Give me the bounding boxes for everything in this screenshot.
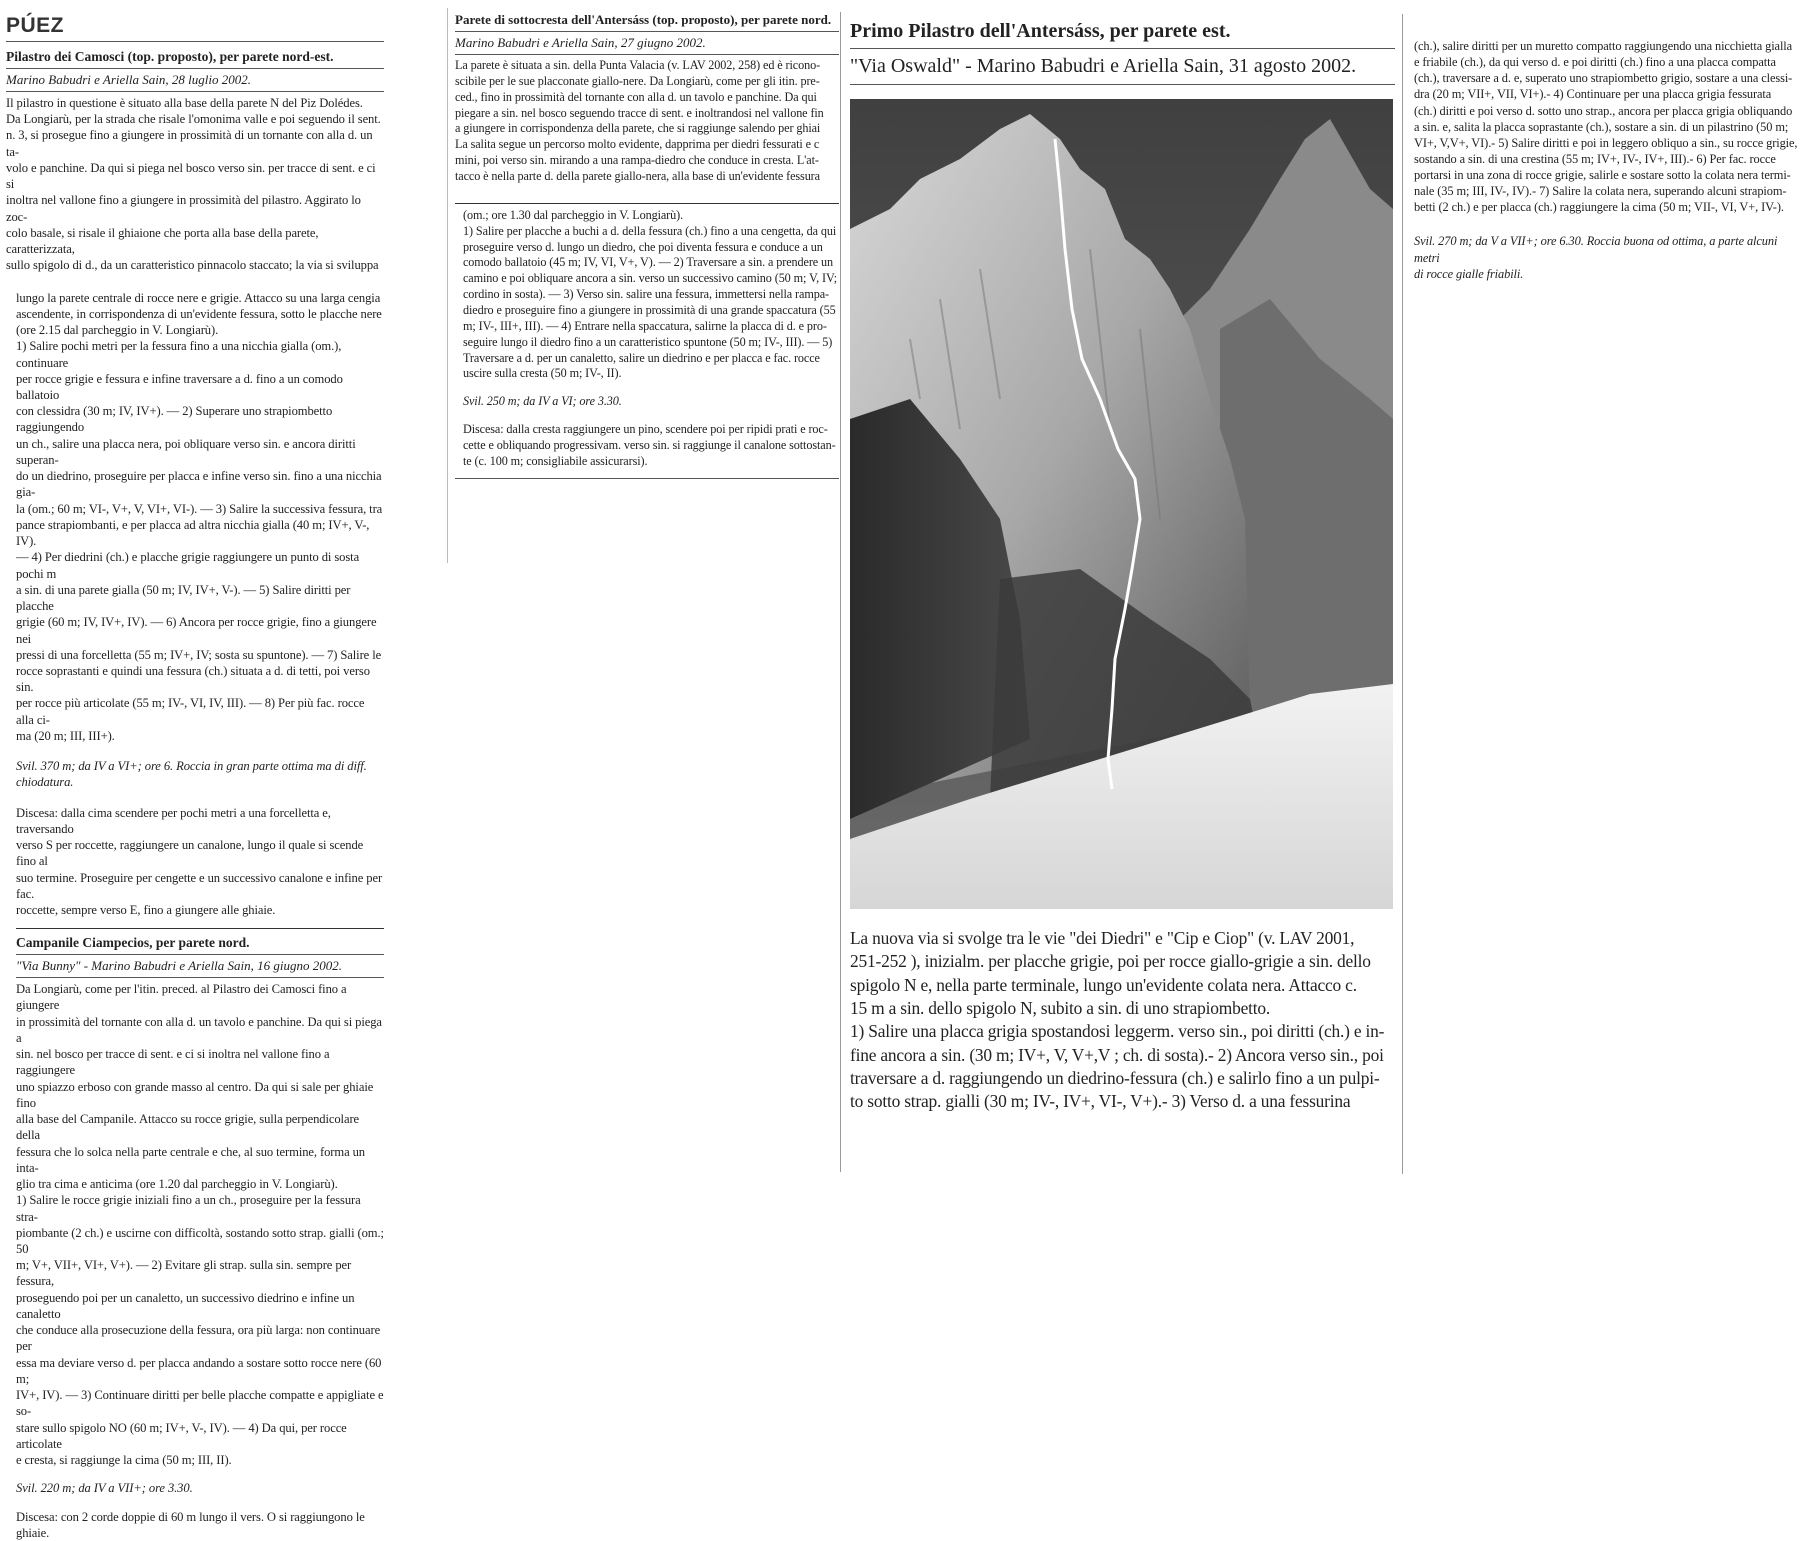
title-rule	[6, 68, 384, 69]
section-rule	[6, 41, 384, 42]
route-description-4: La nuova via si svolge tra le vie "dei Diedri" e "Cip e Ciop" (v. LAV 2001, 251-252 ), inizialm. per placche grigie, poi per rocce giallo-grigie a sin. dello spigolo N e, nella parte terminale, lungo un'evidente colata nera. Attacco c. 15 m a sin. dello spigolo N, subito a sin. di uno strapiombetto. 1) Salire una placca grigia spostandosi leggerm. verso sin., poi diritti (ch.) e in- fine ancora a sin. (30 m; IV+, V, V+,V ; ch. di sosta).- 2) Ancora verso sin., poi traversare a d. raggiungendo un diedrino-fessura (ch.) e salirlo fino a un pulpi- to sotto strap. gialli (30 m; IV-, IV+, VI-, V+).- 3) Verso d. a una fessurina	[850, 928, 1385, 1112]
column-3	[850, 20, 1395, 1190]
route-stats-4: Svil. 270 m; da V a VII+; ore 6.30. Roccia buona od ottima, a parte alcuni metri di rocce gialle friabili.	[1414, 234, 1778, 281]
route-description-3: (om.; ore 1.30 dal parcheggio in V. Longiarù). 1) Salire per placche a buchi a d. della fessura (ch.) fino a una cengetta, da qui proseguire verso d. lungo un diedro, che poi diventa fessura e conduce a un comodo ballatoio (45 m; IV, VI, V+, V). — 2) Traversare a sin. a prendere un camino e poi obliquare ancora a sin. verso un successivo camino (50 m; V, IV; cordino in sosta). — 3) Verso sin. salire una fessura, immettersi nella rampa- diedro e proseguire fino a giungere in prossimità di una grande spaccatura (55 m; IV-, III+, III). — 4) Entrare nella spaccatura, salirne la placca di d. e pro- seguire lungo il diedro fino a un caratteristico spuntone (50 m; IV-, III). — 5) Traversare a d. per un canaletto, salire un diedrino e per placca e fac. rocce uscire sulla cresta (50 m; IV-, II).	[463, 207, 838, 381]
column-divider-2	[840, 12, 841, 1172]
route-title-3: Parete di sottocresta dell'Antersáss (top. proposto), per parete nord.	[455, 12, 832, 27]
route-credit-1: Marino Babudri e Ariella Sain, 28 luglio 2002.	[6, 72, 251, 87]
column-1	[6, 14, 384, 1540]
route-descent-3: Discesa: dalla cresta raggiungere un pino, scendere poi per ripidi prati e roc- cette e obliquando progressivam. verso sin. si raggiunge il canalone sottostan- te (c. 100 m; consigliabile assicurarsi).	[463, 422, 836, 468]
column-2	[455, 12, 839, 572]
route-stats-3: Svil. 250 m; da IV a VI; ore 3.30.	[463, 394, 622, 409]
route-title-2-rule	[16, 928, 384, 929]
column-divider-3	[1402, 14, 1403, 1174]
title-4-rule	[850, 48, 1395, 49]
route-title-2: Campanile Ciampecios, per parete nord.	[16, 935, 250, 951]
route-stats-2: Svil. 220 m; da IV a VII+; ore 3.30.	[16, 1481, 193, 1496]
mountain-photo	[850, 99, 1393, 909]
title-2-rule	[16, 954, 384, 955]
route-intro-3: La parete è situata a sin. della Punta Valacia (v. LAV 2002, 258) ed è ricono- scibile per le sue placconate giallo-nere. Da Longiarù, come per gli itin. pre- ced., fino in prossimità del tornante con alla d. un tavolo e panchine. Da qui piegare a sin. nel bosco seguendo tracce di sent. e inoltrandosi nel vallone fin a giungere in corrispondenza della parete, che si raggiunge salendo per ghiai La salita segue un percorso molto evidente, dapprima per diedri fessurati e c mini, poi verso sin. mirando a una rampa-diedro che conduce in cresta. L'at- tacco è nella parte d. della parete giallo-nera, alla base di un'evidente fessura	[455, 58, 824, 184]
route-title-4: Primo Pilastro dell'Antersáss, per parete est.	[850, 20, 1231, 42]
box-top-rule	[455, 203, 839, 204]
route-description-2: Da Longiarù, come per l'itin. preced. al Pilastro dei Camosci fino a giungere in prossimità del tornante con alla d. un tavolo e panchine. Da qui si piega a sin. nel bosco per tracce di sent. e ci si inoltra nel vallone fino a raggiungere uno spiazzo erboso con grande masso al centro. Da qui si sale per ghiaie fino alla base del Campanile. Attacco su rocce grigie, sulla perpendicolare della fessura che lo solca nella parte centrale e che, al suo termine, forma un inta- glio tra cima e anticima (ore 1.20 dal parcheggio in V. Longiarù). 1) Salire le rocce grigie iniziali fino a un ch., proseguire per la fessura stra- piombante (2 ch.) e uscirne con difficoltà, sostando sotto strap. gialli (om.; 50 m; V+, VII+, VI+, V+). — 2) Evitare gli strap. sulla sin. sempre per fessura, proseguendo poi per un canaletto, un successivo diedrino e infine un canaletto che conduce alla prosecuzione della fessura, ora più larga: non continuare per essa ma deviare verso d. per placca andando a sostare sotto rocce nere (60 m; IV+, IV). — 3) Continuare diritti per belle placche compatte e appigliate e so- stare sullo spigolo NO (60 m; IV+, V-, IV). — 4) Da qui, per rocce articolate e cresta, si raggiunge la cima (50 m; III, II).	[16, 982, 384, 1468]
route-intro-1: Il pilastro in questione è situato alla base della parete N del Piz Dolédes. Da Longiarù, per la strada che risale l'omonima valle e poi seguendo il sent. n. 3, si prosegue fino a giungere in prossimità di un tornante con alla d. un ta- volo e panchine. Da qui si piega nel bosco verso sin. per tracce di sent. e ci si inoltra nel vallone fino a giungere in prossimità del pilastro. Aggirato lo zoc- colo basale, si risale il ghiaione che porta alla base della parete, caratterizzata, sullo spigolo di d., da un caratteristico pinnacolo staccato; la via si sviluppa	[6, 96, 381, 273]
route-credit-4: "Via Oswald" - Marino Babudri e Ariella Sain, 31 agosto 2002.	[850, 55, 1357, 77]
route-title-1: Pilastro dei Camosci (top. proposto), per parete nord-est.	[6, 49, 334, 64]
route-descent-1: Discesa: dalla cima scendere per pochi metri a una forcelletta e, traversando verso S per roccette, raggiungere un canalone, lungo il quale si scende fino al suo termine. Proseguire per cengette e un successivo canalone e infine per fac. roccette, sempre verso E, fino a giungere alle ghiaie.	[16, 805, 383, 918]
route-descent-2: Discesa: con 2 corde doppie di 60 m lungo il vers. O si raggiungono le ghiaie.	[16, 1509, 365, 1540]
route-description-1: lungo la parete centrale di rocce nere e grigie. Attacco su una larga cengia ascendente, in corrispondenza di un'evidente fessura, sotto le placche nere (ore 2.15 dal parcheggio in V. Longiarù). 1) Salire pochi metri per la fessura fino a una nicchia gialla (om.), continuare per rocce grigie e fessura e infine traversare a d. fino a un comodo ballatoio con clessidra (30 m; IV, IV+). — 2) Superare uno strapiombetto raggiungendo un ch., salire una placca nera, poi obliquare verso sin. e ancora diritti superan- do un diedrino, proseguire per placca e infine verso sin. fino a una nicchia gia- la (om.; 60 m; VI-, V+, V, VI+, VI-). — 3) Salire la successiva fessura, tra pance strapiombanti, e per placca ad altra nicchia gialla (40 m; IV+, V-, IV). — 4) Per diedrini (ch.) e placche grigie raggiungere un punto di sosta pochi m a sin. di una parete gialla (50 m; IV, IV+, V-). — 5) Salire diritti per placche grigie (60 m; IV, IV+, IV). — 6) Ancora per rocce grigie, fino a giungere nei pressi di una forcelletta (55 m; IV+, IV; sosta su spuntone). — 7) Salire le rocce soprastanti e quindi una fessura (ch.) situata a d. di tetti, poi verso sin. per rocce più articolate (55 m; IV-, VI, IV, III). — 8) Per più fac. rocce alla ci- ma (20 m; III, III+).	[16, 290, 383, 743]
credit-4-rule	[850, 84, 1395, 85]
route-description-4-cont: (ch.), salire diritti per un muretto compatto raggiungendo una nicchietta gialla e friabile (ch.), da qui verso d. e poi diritti (ch.) fino a una placca compatta (ch.), traversare a d. e, superato uno strapiombetto grigio, sostare a una clessi- dra (20 m; VII+, VII, VI+).- 4) Continuare per una placca grigia fessurata (ch.) diritti e poi verso d. sotto uno strap., ancora per placca grigia obliquando a sin. e, salita la placca soprastante (ch.), sostare a sin. di un pilastrino (50 m; VI+, V,V+, VI).- 5) Salire diritti e poi in leggero obliquo a sin., su rocce grigie, sostando a sin. di una crestina (55 m; IV+, IV-, IV+, III).- 6) Per fac. rocce portarsi in una zona di rocce grigie, salirle e sostare sotto la colata nera termi- nale (35 m; III, IV-, IV).- 7) Salire la colata nera, superando alcuni strapiom- betti (2 ch.) e per placca (ch.) raggiungere la cima (50 m; VII-, VI, V+, IV-).	[1414, 39, 1798, 215]
credit-rule	[6, 91, 384, 92]
title-3-rule	[455, 31, 839, 32]
section-title: PÚEZ	[6, 14, 65, 37]
route-credit-3: Marino Babudri e Ariella Sain, 27 giugno 2002.	[455, 35, 706, 50]
credit-2-rule	[16, 977, 384, 978]
column-4	[1414, 38, 1800, 398]
column-divider-1	[447, 8, 448, 563]
credit-3-rule	[455, 54, 839, 55]
route-credit-2: "Via Bunny" - Marino Babudri e Ariella Sain, 16 giugno 2002.	[16, 958, 343, 974]
box-bottom-rule	[455, 478, 839, 479]
route-stats-1: Svil. 370 m; da IV a VI+; ore 6. Roccia in gran parte ottima ma di diff. chiodatura.	[16, 759, 367, 790]
